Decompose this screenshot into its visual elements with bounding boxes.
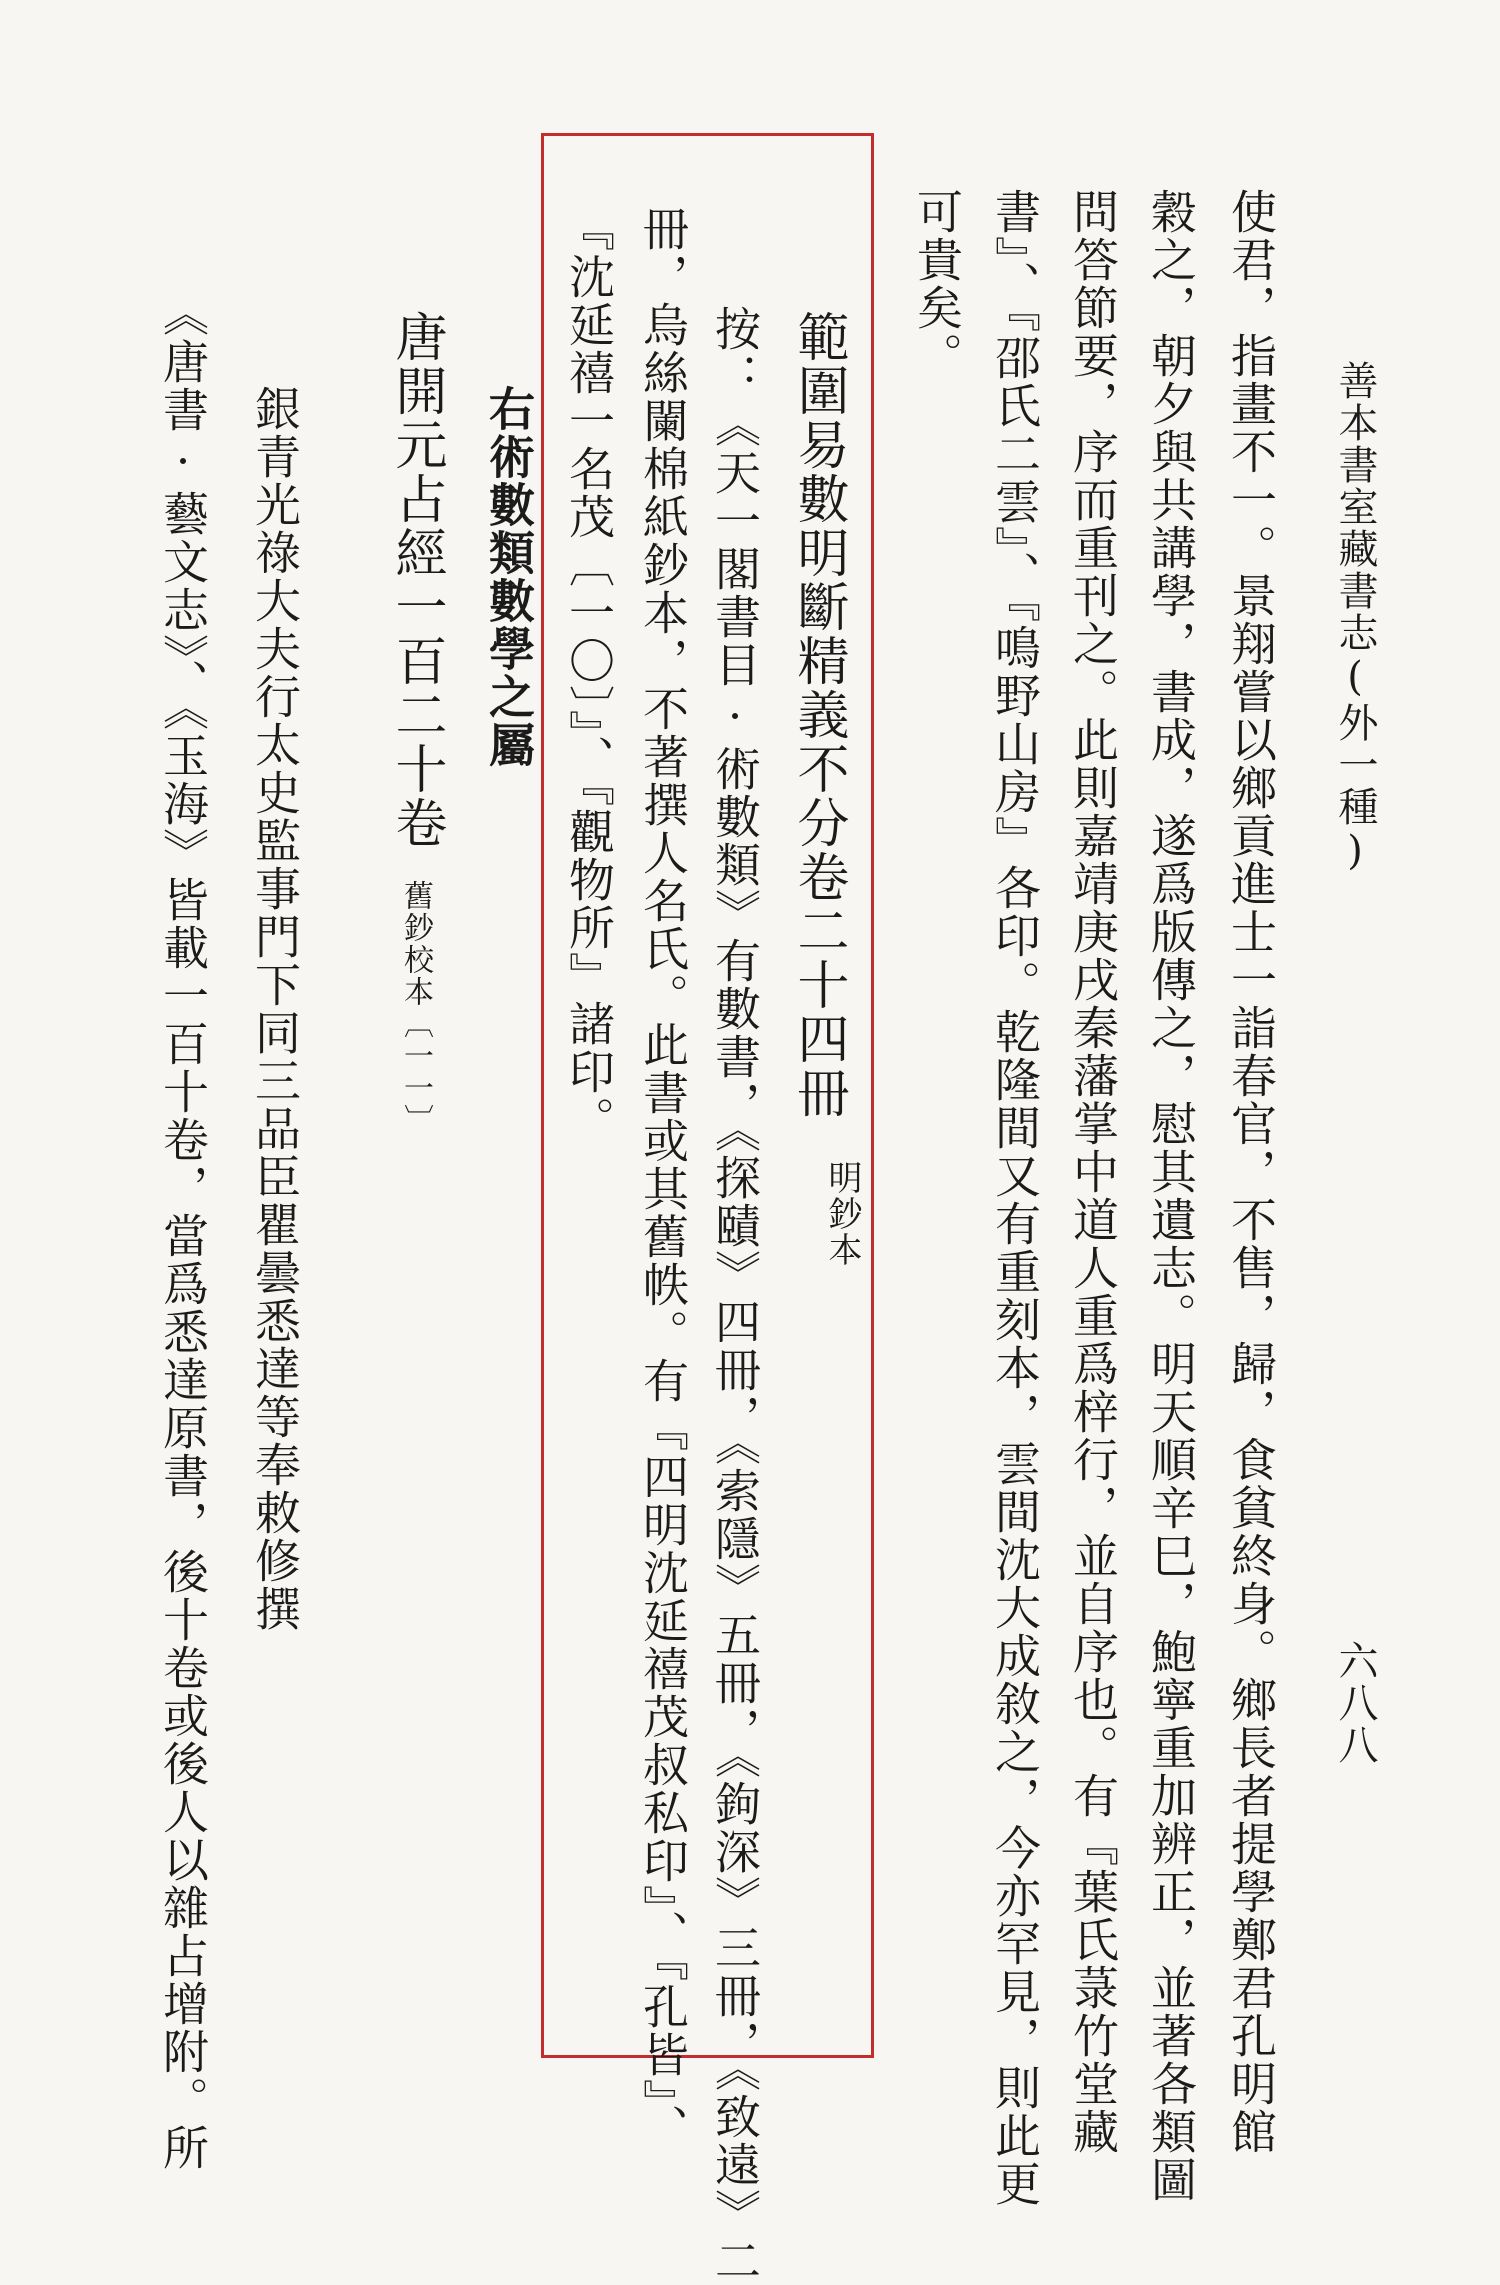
text-column-1: 使君，指畫不一。景翔嘗以鄉貢進士一詣春官，不售，歸，食貧終身。鄉長者提學鄭君孔明館 bbox=[1224, 188, 1278, 2156]
entry-note-line-1: 按：《天一閣書目·術數類》有數書，《探賾》四冊，《索隱》五冊，《鉤深》三冊，《致遠》二 bbox=[708, 305, 762, 2285]
entry2-edition: 舊鈔校本〔一一〕 bbox=[398, 880, 433, 1136]
entry-edition: 明鈔本 bbox=[822, 1160, 862, 1268]
entry2-title: 唐開元占經一百二十卷 bbox=[386, 310, 446, 850]
book-title-header: 善本書室藏書志(外一種) bbox=[1332, 360, 1378, 876]
text-column-4: 書』、『邵氏二雲』、『鳴野山房』各印。乾隆間又有重刻本，雲間沈大成敘之，今亦罕見，則此更 bbox=[988, 188, 1042, 2208]
entry2-line-2: 《唐書·藝文志》、《玉海》皆載一百十卷，當爲悉達原書，後十卷或後人以雜占增附。所 bbox=[156, 290, 210, 2172]
entry2-line-1: 銀青光祿大夫行太史監事門下同三品臣瞿曇悉達等奉敕修撰 bbox=[248, 385, 302, 1633]
page-number: 六八八 bbox=[1332, 1640, 1378, 1766]
entry-note-line-3: 『沈延禧一名茂〔一〇〕』、『觀物所』諸印。 bbox=[562, 205, 616, 1144]
text-column-5: 可貴矣。 bbox=[910, 188, 964, 380]
text-column-2: 穀之，朝夕與共講學，書成，遂爲版傳之，慰其遺志。明天順辛巳，鮑寧重加辨正，並著各類圖 bbox=[1144, 188, 1198, 2204]
entry-title: 範圍易數明斷精義不分卷二十四冊 bbox=[788, 310, 848, 1120]
category-end-label: 右術數類數學之屬 bbox=[482, 385, 536, 769]
text-column-3: 問答節要，序而重刊之。此則嘉靖庚戌秦藩掌中道人重爲梓行，並自序也。有『葉氏菉竹堂藏 bbox=[1066, 188, 1120, 2156]
entry-note-line-2: 冊，烏絲闌棉紙鈔本，不著撰人名氏。此書或其舊帙。有『四明沈延禧茂叔私印』、『孔皆』、 bbox=[636, 205, 690, 2152]
